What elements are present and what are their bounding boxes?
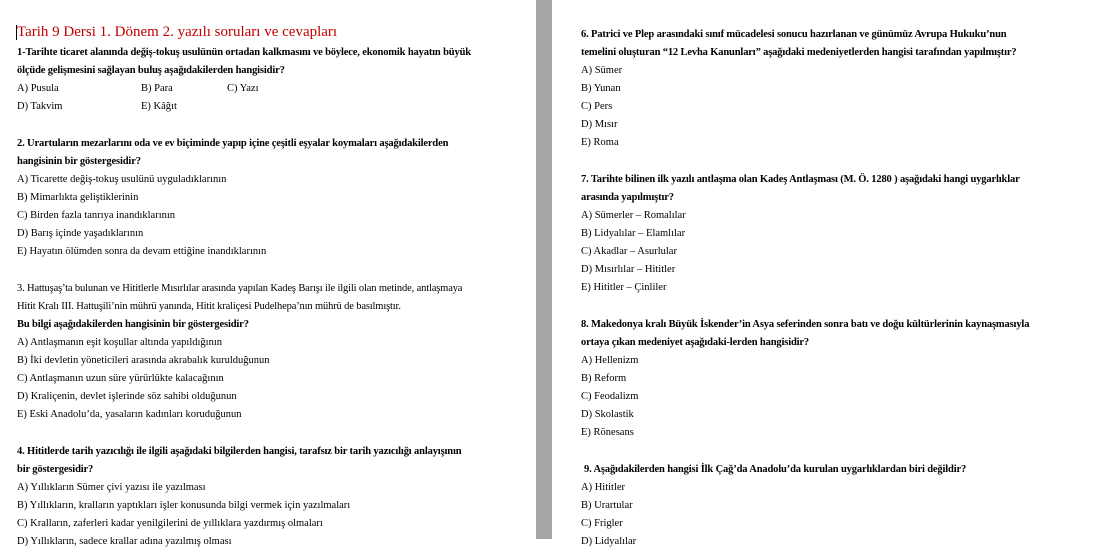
question-6-option-e: E) Roma (581, 137, 619, 148)
question-9-option-a: A) Hititler (581, 482, 626, 493)
question-6-option-c: C) Pers (581, 101, 613, 112)
question-2-option-c: C) Birden fazla tanrıya inandıklarının (17, 210, 176, 221)
question-2-option-b: B) Mimarlıkta geliştiklerinin (17, 192, 139, 203)
question-6-option-b: B) Yunan (581, 83, 621, 94)
question-3-option-c: C) Antlaşmanın uzun süre yürürlükte kalacağının (17, 373, 224, 384)
document-page-right (552, 0, 1104, 547)
question-4-option-d: D) Yıllıkların, sadece krallar adına yazılmış olması (17, 536, 232, 547)
question-1-option-e: E) Kâğıt (141, 101, 177, 112)
question-6-line-2: temelini oluşturan “12 Levha Kanunları” aşağıdaki medeniyetlerden hangisi tarafından yapılmıştır? (581, 47, 1017, 58)
question-1-option-a: A) Pusula (17, 83, 59, 94)
question-2-option-a: A) Ticarette değiş-tokuş usulünü uyguladıklarının (17, 174, 227, 185)
question-2-option-e: E) Hayatın ölümden sonra da devam ettiğine inandıklarının (17, 246, 267, 257)
question-3-option-e: E) Eski Anadolu’da, yasaların kadınları koruduğunun (17, 409, 242, 420)
question-7-option-b: B) Lidyalılar – Elamlılar (581, 228, 686, 239)
question-8-option-b: B) Reform (581, 373, 627, 384)
question-1-option-d: D) Takvim (17, 101, 63, 112)
question-3-option-b: B) İki devletin yöneticileri arasında akrabalık kurulduğunun (17, 355, 270, 366)
question-6-option-d: D) Mısır (581, 119, 618, 130)
question-6-line-1: 6. Patrici ve Plep arasındaki sınıf mücadelesi sonucu hazırlanan ve günümüz Avrupa Hukuku’nun (581, 29, 1007, 40)
question-8-option-a: A) Hellenizm (581, 355, 639, 366)
question-4-line-1: 4. Hititlerde tarih yazıcılığı ile ilgili aşağıdaki bilgilerden hangisi, tarafsız bir tarih yazıcılığı anlayışının (17, 446, 462, 457)
question-1-line-2: ölçüde gelişmesini sağlayan buluş aşağıdakilerden hangisidir? (17, 65, 285, 76)
question-2-line-2: hangisinin bir göstergesidir? (17, 156, 141, 167)
question-8-option-c: C) Feodalizm (581, 391, 639, 402)
page-separator (536, 0, 552, 539)
question-1-line-1: 1-Tarihte ticaret alanında değiş-tokuş usulünün ortadan kalkmasını ve böylece, ekonomik hayatın büyük (17, 47, 471, 58)
question-6-option-a: A) Sümer (581, 65, 623, 76)
question-2-line-1: 2. Urartuların mezarlarını oda ve ev biçiminde yapıp içine çeşitli eşyalar koymaları aşağıdakilerden (17, 138, 449, 149)
question-7-line-1: 7. Tarihte bilinen ilk yazılı antlaşma olan Kadeş Antlaşması (M. Ö. 1280 ) aşağıdaki hangi uygarlıklar (581, 174, 1020, 185)
document-title: Tarih 9 Dersi 1. Dönem 2. yazılı soruları ve cevapları (17, 24, 338, 40)
question-7-option-d: D) Mısırlılar – Hititler (581, 264, 676, 275)
question-4-option-a: A) Yıllıkların Sümer çivi yazısı ile yazılması (17, 482, 206, 493)
question-7-option-a: A) Sümerler – Romalılar (581, 210, 686, 221)
question-2-option-d: D) Barış içinde yaşadıklarının (17, 228, 144, 239)
question-9-option-b: B) Urartular (581, 500, 633, 511)
question-8-line-1: 8. Makedonya kralı Büyük İskender’in Asya seferinden sonra batı ve doğu kültürlerinin kaynaşmasıyla (581, 319, 1030, 330)
question-3-line-2: Hitit Kralı III. Hattuşili’nin mührü yanında, Hitit kraliçesi Pudelhepa’nın mührü de basılmıştır. (17, 301, 401, 312)
question-1-option-c: C) Yazı (227, 83, 259, 94)
question-4-option-c: C) Kralların, zaferleri kadar yenilgilerini de yıllıklara yazdırmış olmaları (17, 518, 323, 529)
question-3-option-d: D) Kraliçenin, devlet işlerinde söz sahibi olduğunun (17, 391, 237, 402)
question-9-option-d: D) Lidyalılar (581, 536, 637, 547)
question-3-prompt: Bu bilgi aşağıdakilerden hangisinin bir göstergesidir? (17, 319, 249, 330)
question-9-option-c: C) Frigler (581, 518, 623, 529)
question-1-option-b: B) Para (141, 83, 173, 94)
question-7-option-e: E) Hititler – Çinliler (581, 282, 667, 293)
question-3-line-1: 3. Hattuşaş’ta bulunan ve Hititlerle Mısırlılar arasında yapılan Kadeş Barışı ile ilgili olan metinde, antlaşmaya (17, 283, 463, 294)
question-7-line-2: arasında yapılmıştır? (581, 192, 674, 203)
question-8-option-d: D) Skolastik (581, 409, 634, 420)
question-3-option-a: A) Antlaşmanın eşit koşullar altında yapıldığının (17, 337, 223, 348)
question-9-line-1: 9. Aşağıdakilerden hangisi İlk Çağ’da Anadolu’da kurulan uygarlıklardan biri değildir? (584, 464, 967, 475)
document-page-left (0, 0, 536, 547)
question-4-option-b: B) Yıllıkların, kralların yaptıkları işler konusunda bilgi vermek için yazılmaları (17, 500, 351, 511)
question-4-line-2: bir göstergesidir? (17, 464, 94, 475)
question-8-line-2: ortaya çıkan medeniyet aşağıdaki-lerden hangisidir? (581, 337, 810, 348)
question-7-option-c: C) Akadlar – Asurlular (581, 246, 677, 257)
question-8-option-e: E) Rönesans (581, 427, 634, 438)
